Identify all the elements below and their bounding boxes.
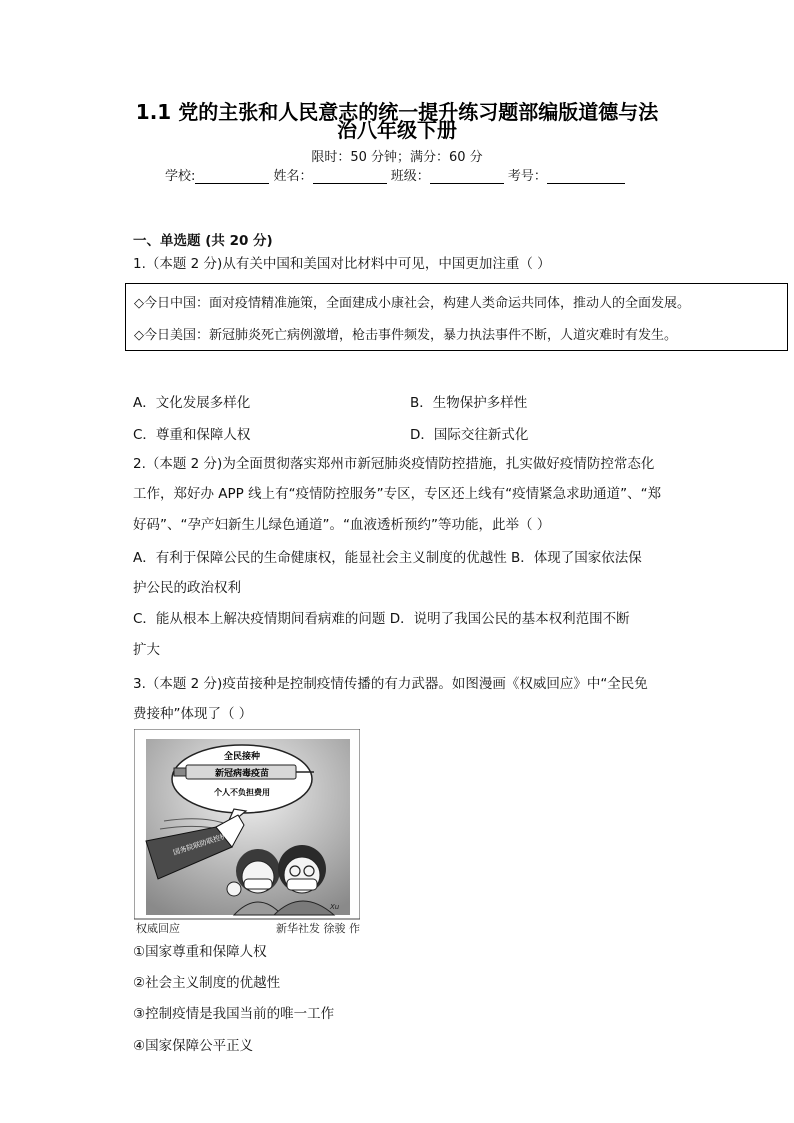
name-blank[interactable] bbox=[313, 169, 387, 184]
q3-line-1: 3.（本题 2 分)疫苗接种是控制疫情传播的有力武器。如图漫画《权威回应》中“全民免 bbox=[133, 676, 648, 692]
q2-line-3: 好码”、“孕产妇新生儿绿色通道”。“血液透析预约”等功能，此举（ ） bbox=[133, 517, 551, 533]
caption-right: 新华社发 徐骏 作 bbox=[276, 922, 360, 935]
class-label: 班级： bbox=[390, 169, 430, 184]
q2-option-b-cont: 护公民的政治权利 bbox=[133, 580, 241, 596]
q3-item-2: ②社会主义制度的优越性 bbox=[133, 975, 281, 991]
q1-material-box bbox=[125, 283, 788, 351]
cartoon-bubble-bottom: 个人不负担费用 bbox=[214, 788, 270, 797]
q1-material-usa: ◇今日美国：新冠肺炎死亡病例激增，枪击事件频发，暴力执法事件不断，人道灾难时有发生。 bbox=[134, 328, 677, 343]
school-blank[interactable] bbox=[195, 169, 269, 184]
q2-line-1: 2.（本题 2 分)为全面贯彻落实郑州市新冠肺炎疫情防控措施，扎实做好疫情防控常态化 bbox=[133, 456, 655, 472]
cartoon-image bbox=[134, 729, 360, 934]
title-line-2: 治八年级下册 bbox=[337, 118, 457, 142]
number-blank[interactable] bbox=[547, 169, 625, 184]
name-label: 姓名： bbox=[273, 169, 313, 184]
time-score: 限时：50 分钟；满分：60 分 bbox=[311, 150, 483, 165]
q1-option-a[interactable]: A．文化发展多样化 bbox=[133, 395, 251, 411]
q2-line-2: 工作，郑好办 APP 线上有“疫情防控服务”专区，专区还上线有“疫情紧急求助通道”、“郑 bbox=[133, 486, 662, 502]
class-blank[interactable] bbox=[430, 169, 504, 184]
q3-item-3: ③控制疫情是我国当前的唯一工作 bbox=[133, 1006, 335, 1022]
q1-option-b[interactable]: B．生物保护多样性 bbox=[410, 395, 528, 411]
q3-item-1: ①国家尊重和保障人权 bbox=[133, 944, 267, 960]
number-label: 考号： bbox=[507, 169, 547, 184]
q3-line-2: 费接种”体现了（ ） bbox=[133, 706, 253, 722]
cartoon-bubble-top: 全民接种 bbox=[223, 752, 261, 762]
q2-option-d-cont: 扩大 bbox=[133, 642, 160, 658]
school-label: 学校: bbox=[165, 169, 196, 184]
q1-option-c[interactable]: C．尊重和保障人权 bbox=[133, 427, 251, 443]
title-line-1: 1.1 党的主张和人民意志的统一提升练习题部编版道德与法 bbox=[135, 100, 659, 124]
student-info bbox=[165, 165, 625, 184]
cartoon-sleeve-text: 国务院联防联控机制 bbox=[172, 829, 235, 857]
caption-left: 权威回应 bbox=[136, 922, 180, 935]
q1-stem: 1.（本题 2 分)从有关中国和美国对比材料中可见，中国更加注重（ ） bbox=[133, 256, 551, 272]
section-heading: 一、单选题 (共 20 分) bbox=[133, 233, 273, 249]
q3-item-4: ④国家保障公平正义 bbox=[133, 1038, 254, 1054]
cartoon-caption bbox=[136, 920, 360, 936]
q2-option-c-d[interactable]: C．能从根本上解决疫情期间看病难的问题 D．说明了我国公民的基本权利范围不断 bbox=[133, 611, 630, 627]
cartoon-syringe-label: 新冠病毒疫苗 bbox=[214, 769, 270, 779]
q1-option-d[interactable]: D．国际交往新式化 bbox=[410, 427, 529, 443]
q2-option-a-b[interactable]: A．有利于保障公民的生命健康权，能显社会主义制度的优越性 B．体现了国家依法保 bbox=[133, 550, 642, 566]
cartoon-signature: Xu bbox=[330, 903, 340, 911]
q1-material-china: ◇今日中国：面对疫情精准施策，全面建成小康社会，构建人类命运共同体，推动人的全面发展。 bbox=[134, 296, 690, 311]
